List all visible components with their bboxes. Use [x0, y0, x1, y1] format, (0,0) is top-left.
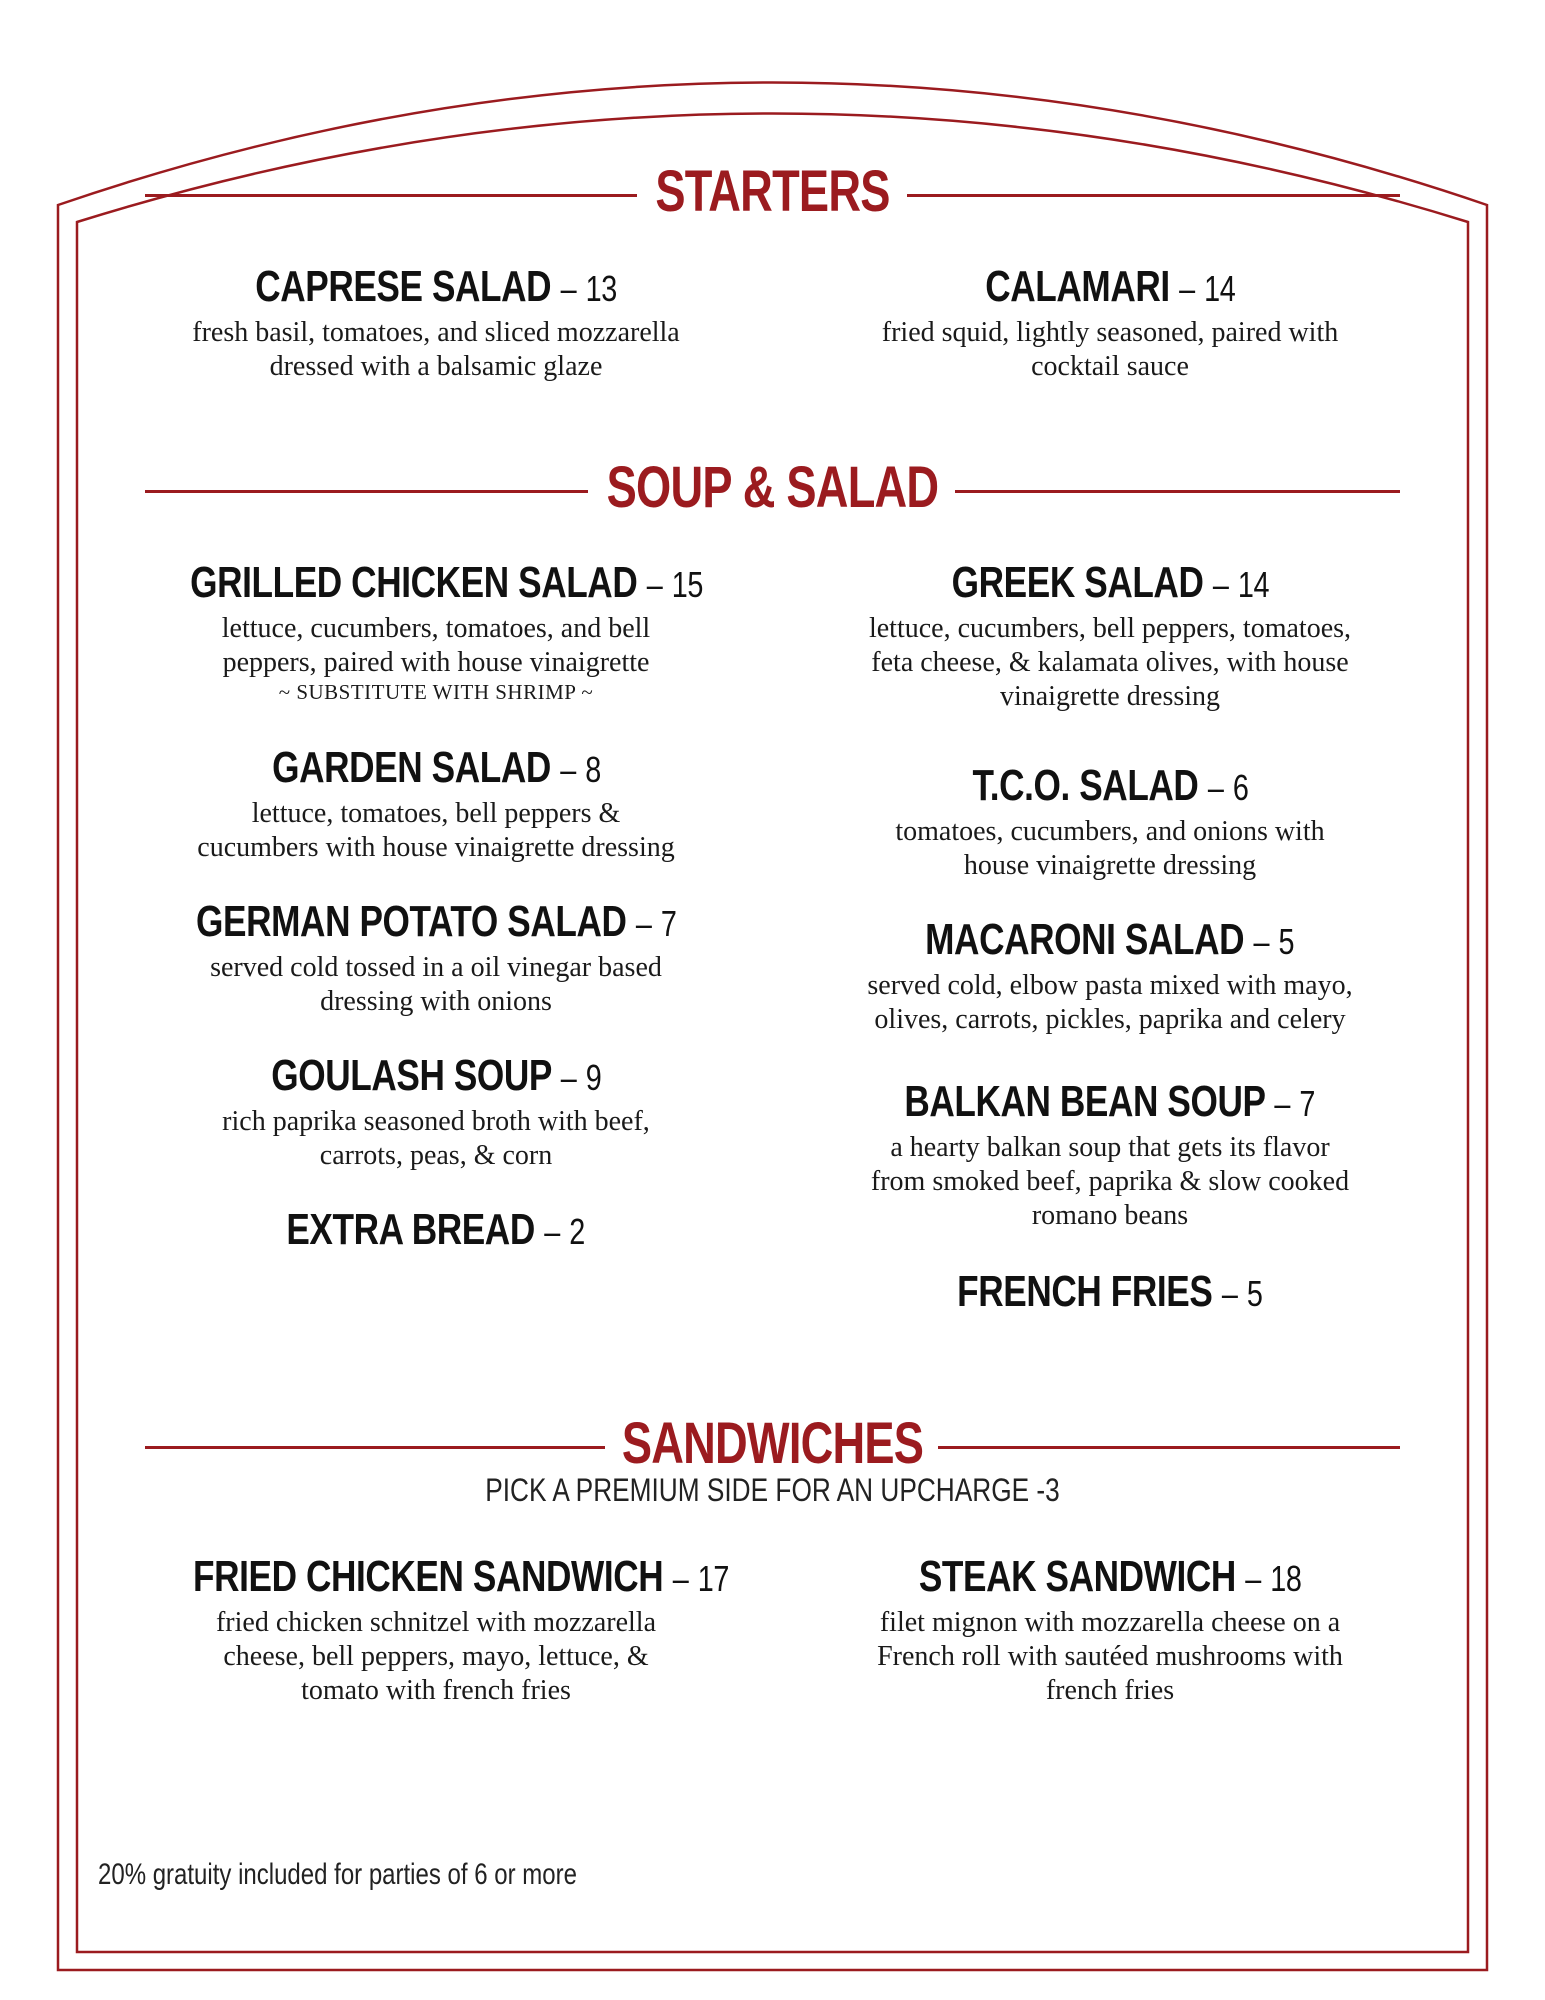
item-dash: – — [560, 268, 577, 309]
item-title — [925, 915, 1294, 965]
menu-item-extra-bread — [126, 1205, 746, 1255]
menu-item-calamari — [800, 262, 1420, 384]
item-name: T.C.O. SALAD — [971, 761, 1198, 810]
item-name: GARDEN SALAD — [271, 743, 551, 792]
gratuity-note: 20% gratuity included for parties of 6 or more — [98, 1858, 577, 1891]
item-dash: – — [560, 1057, 577, 1098]
menu-item-greek-salad — [800, 558, 1420, 714]
item-title — [985, 262, 1235, 312]
sandwiches-title: SANDWICHES — [621, 1411, 924, 1476]
item-dash: – — [1178, 268, 1195, 309]
item-name: FRENCH FRIES — [957, 1267, 1213, 1316]
item-description: tomatoes, cucumbers, and onions with house vinaigrette dressing — [895, 816, 1325, 881]
item-description: served cold tossed in a oil vinegar based dressing with onions — [210, 952, 662, 1017]
menu-item-caprese-salad — [126, 262, 746, 384]
item-name: CALAMARI — [984, 262, 1170, 311]
item-name: GRILLED CHICKEN SALAD — [190, 558, 638, 607]
item-name: GERMAN POTATO SALAD — [195, 897, 627, 946]
item-description: rich paprika seasoned broth with beef, carrots, peas, & corn — [222, 1106, 650, 1171]
item-price: 18 — [1270, 1558, 1302, 1599]
item-price: 6 — [1232, 767, 1248, 808]
item-price: 13 — [585, 268, 617, 309]
item-name: STEAK SANDWICH — [918, 1552, 1236, 1601]
item-price: 5 — [1278, 921, 1295, 962]
item-description: fresh basil, tomatoes, and sliced mozzarella dressed with a balsamic glaze — [192, 317, 680, 382]
menu-item-macaroni-salad — [800, 915, 1420, 1037]
item-dash: – — [544, 1211, 561, 1252]
item-name: BALKAN BEAN SOUP — [904, 1077, 1266, 1126]
menu-item-grilled-chicken-salad — [126, 558, 746, 705]
item-title — [972, 761, 1248, 811]
menu-item-garden-salad — [126, 743, 746, 865]
item-dash: – — [1274, 1083, 1291, 1124]
item-price: 7 — [660, 903, 677, 944]
item-note: ~ SUBSTITUTE WITH SHRIMP ~ — [278, 680, 594, 704]
item-description: lettuce, cucumbers, tomatoes, and bell peppers, paired with house vinaigrette — [221, 613, 651, 678]
item-title — [957, 1267, 1262, 1317]
sandwiches-subtitle: PICK A PREMIUM SIDE FOR AN UPCHARGE -3 — [485, 1472, 1060, 1508]
item-price: 9 — [585, 1057, 602, 1098]
item-price: 8 — [584, 749, 601, 790]
item-title — [196, 897, 676, 947]
item-price: 14 — [1203, 268, 1236, 309]
item-dash: – — [1245, 1558, 1261, 1599]
item-name: EXTRA BREAD — [286, 1205, 536, 1254]
item-price: 14 — [1237, 564, 1269, 605]
item-description: a hearty balkan soup that gets its flavor from smoked beef, paprika & slow cooked romano beans — [870, 1132, 1350, 1231]
menu-item-steak-sandwich — [800, 1552, 1420, 1708]
item-name: GREEK SALAD — [951, 558, 1204, 607]
item-dash: – — [559, 749, 576, 790]
item-name: MACARONI SALAD — [925, 915, 1245, 964]
item-description: fried chicken schnitzel with mozzarella cheese, bell peppers, mayo, lettuce, & tomato with french fries — [215, 1607, 656, 1706]
item-dash: – — [1253, 921, 1270, 962]
item-description: served cold, elbow pasta mixed with mayo, olives, carrots, pickles, paprika and celery — [867, 970, 1353, 1035]
menu-item-german-potato-salad — [126, 897, 746, 1019]
item-title — [905, 1077, 1316, 1127]
item-dash: – — [672, 1558, 689, 1599]
menu-item-goulash-soup — [126, 1051, 746, 1173]
item-description: lettuce, tomatoes, bell peppers & cucumbers with house vinaigrette dressing — [197, 798, 675, 863]
item-price: 15 — [671, 564, 703, 605]
item-name: CAPRESE SALAD — [255, 262, 552, 311]
item-dash: – — [635, 903, 652, 944]
item-name: GOULASH SOUP — [270, 1051, 552, 1100]
item-price: 7 — [1299, 1083, 1316, 1124]
item-price: 2 — [569, 1211, 586, 1252]
menu-item-tco-salad — [800, 761, 1420, 883]
item-title — [190, 558, 703, 608]
item-name: FRIED CHICKEN SANDWICH — [192, 1552, 664, 1601]
item-description: filet mignon with mozzarella cheese on a French roll with sautéed mushrooms with french fries — [877, 1607, 1343, 1706]
item-dash: – — [1207, 767, 1223, 808]
item-title — [255, 262, 617, 312]
item-title — [272, 743, 601, 793]
item-description: lettuce, cucumbers, bell peppers, tomatoes, feta cheese, & kalamata olives, with house vinaigrette dressing — [868, 613, 1352, 712]
item-dash: – — [646, 564, 663, 605]
item-title — [951, 558, 1268, 608]
menu-item-fried-chicken-sandwich — [126, 1552, 746, 1708]
item-title — [271, 1051, 601, 1101]
item-title — [193, 1552, 729, 1602]
menu-item-balkan-bean-soup — [800, 1077, 1420, 1233]
item-dash: – — [1212, 564, 1229, 605]
soup-salad-title: SOUP & SALAD — [606, 455, 939, 520]
item-description: fried squid, lightly seasoned, paired with cocktail sauce — [881, 317, 1339, 382]
item-price: 5 — [1247, 1273, 1263, 1314]
item-dash: – — [1222, 1273, 1238, 1314]
menu-item-french-fries — [800, 1267, 1420, 1317]
starters-title: STARTERS — [655, 159, 890, 224]
item-price: 17 — [697, 1558, 729, 1599]
item-title — [919, 1552, 1302, 1602]
item-title — [287, 1205, 586, 1255]
